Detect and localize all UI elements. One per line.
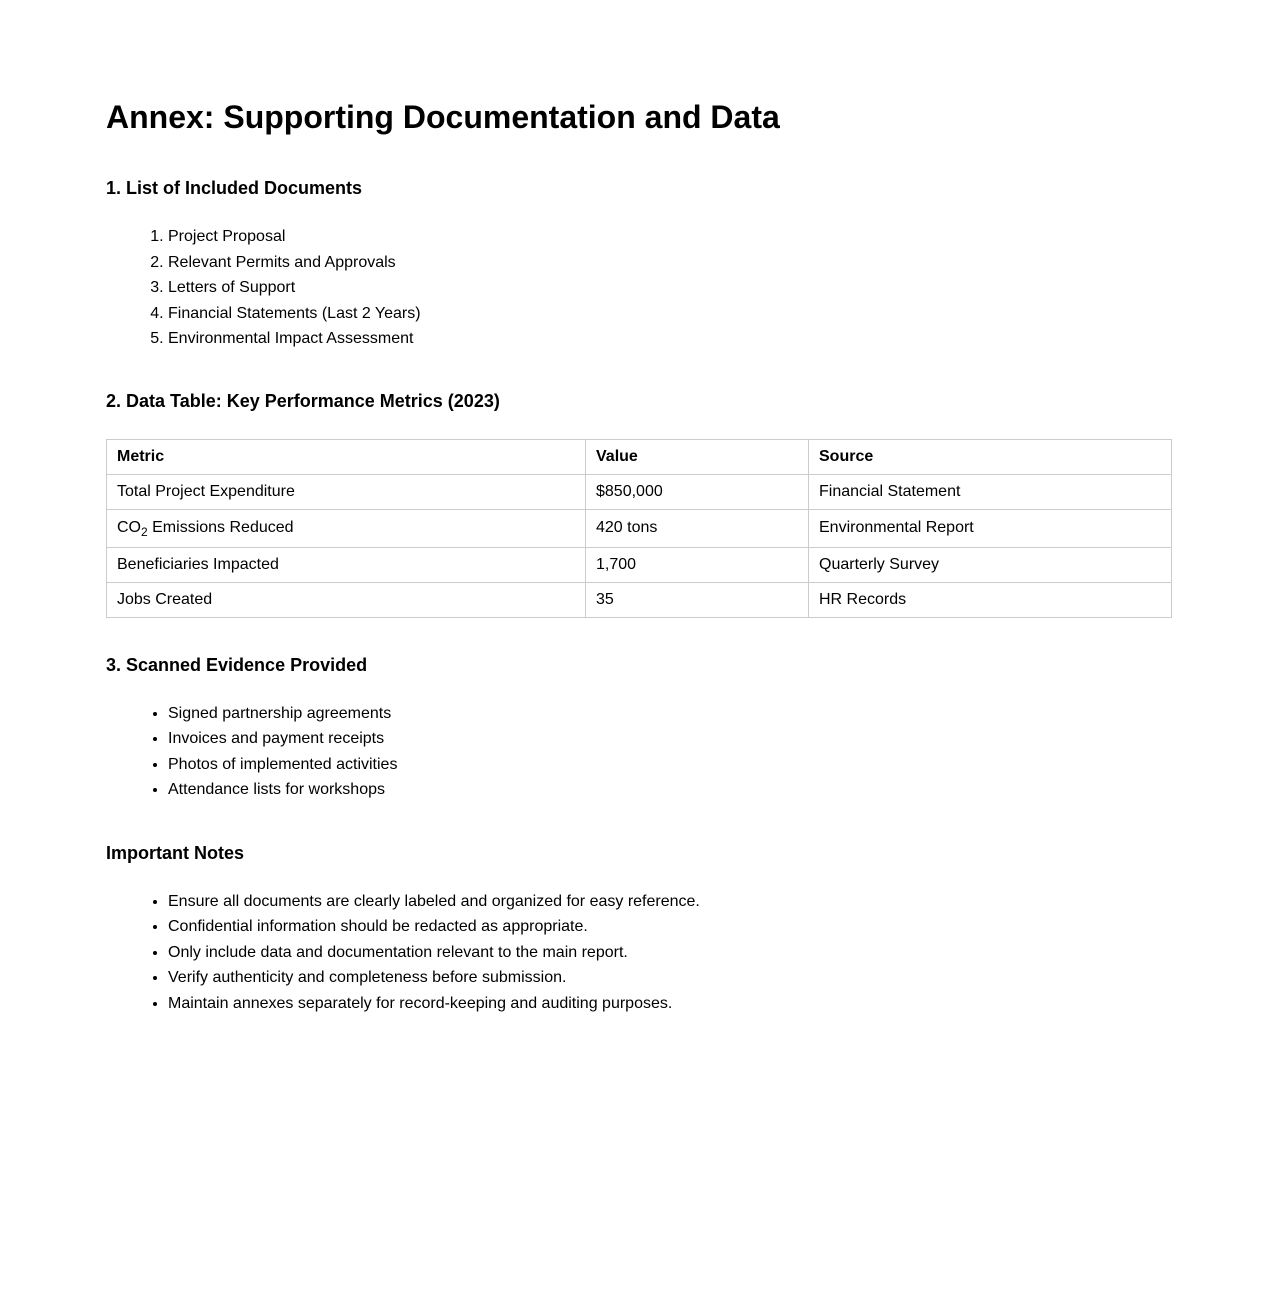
list-item: • Invoices and payment receipts <box>168 726 1172 752</box>
table-row <box>107 509 1172 547</box>
documents-heading: 1. List of Included Documents <box>106 178 363 198</box>
source-cell: Financial Statement <box>809 474 1172 509</box>
metric-cell <box>107 509 586 547</box>
list-item: • Signed partnership agreements <box>168 701 1172 727</box>
value-cell: $850,000 <box>586 474 809 509</box>
list-item: • Verify authenticity and completeness before submission. <box>168 965 1172 991</box>
metric-cell: Jobs Created <box>107 582 586 617</box>
column-header-metric: Metric <box>107 439 586 474</box>
list-item: 1. Project Proposal <box>168 224 1172 250</box>
evidence-heading: 3. Scanned Evidence Provided <box>106 654 368 675</box>
list-item: • Maintain annexes separately for record-keeping and auditing purposes. <box>168 991 1172 1017</box>
list-item: 3. Letters of Support <box>168 275 1172 301</box>
page-title: Annex: Supporting Documentation and Data <box>106 99 780 135</box>
metrics-table <box>106 439 1172 618</box>
value-cell: 1,700 <box>586 547 809 582</box>
list-item: • Photos of implemented activities <box>168 752 1172 778</box>
notes-list <box>106 889 1172 1017</box>
table-row <box>107 474 1172 509</box>
value-cell: 420 tons <box>586 509 809 547</box>
source-cell: Environmental Report <box>809 509 1172 547</box>
notes-heading: Important Notes <box>106 842 245 863</box>
metric-suffix: Emissions Reduced <box>147 519 294 536</box>
list-item: 5. Environmental Impact Assessment <box>168 326 1172 352</box>
list-item: • Attendance lists for workshops <box>168 777 1172 803</box>
source-cell: HR Records <box>809 582 1172 617</box>
source-cell: Quarterly Survey <box>809 547 1172 582</box>
list-item: • Only include data and documentation relevant to the main report. <box>168 940 1172 966</box>
list-item: • Confidential information should be redacted as appropriate. <box>168 914 1172 940</box>
column-header-source: Source <box>809 439 1172 474</box>
documents-list <box>106 224 1172 352</box>
table-row <box>107 547 1172 582</box>
list-item: 4. Financial Statements (Last 2 Years) <box>168 301 1172 327</box>
evidence-list <box>106 701 1172 803</box>
table-row <box>107 582 1172 617</box>
table-header-row <box>107 439 1172 474</box>
metric-cell: Total Project Expenditure <box>107 474 586 509</box>
metrics-heading: 2. Data Table: Key Performance Metrics (2023) <box>106 390 500 411</box>
list-item: 2. Relevant Permits and Approvals <box>168 250 1172 276</box>
list-item: • Ensure all documents are clearly labeled and organized for easy reference. <box>168 889 1172 915</box>
column-header-value: Value <box>586 439 809 474</box>
metric-cell: Beneficiaries Impacted <box>107 547 586 582</box>
metric-subscript: 2 <box>141 525 148 539</box>
value-cell: 35 <box>586 582 809 617</box>
metric-prefix: CO <box>117 519 141 536</box>
